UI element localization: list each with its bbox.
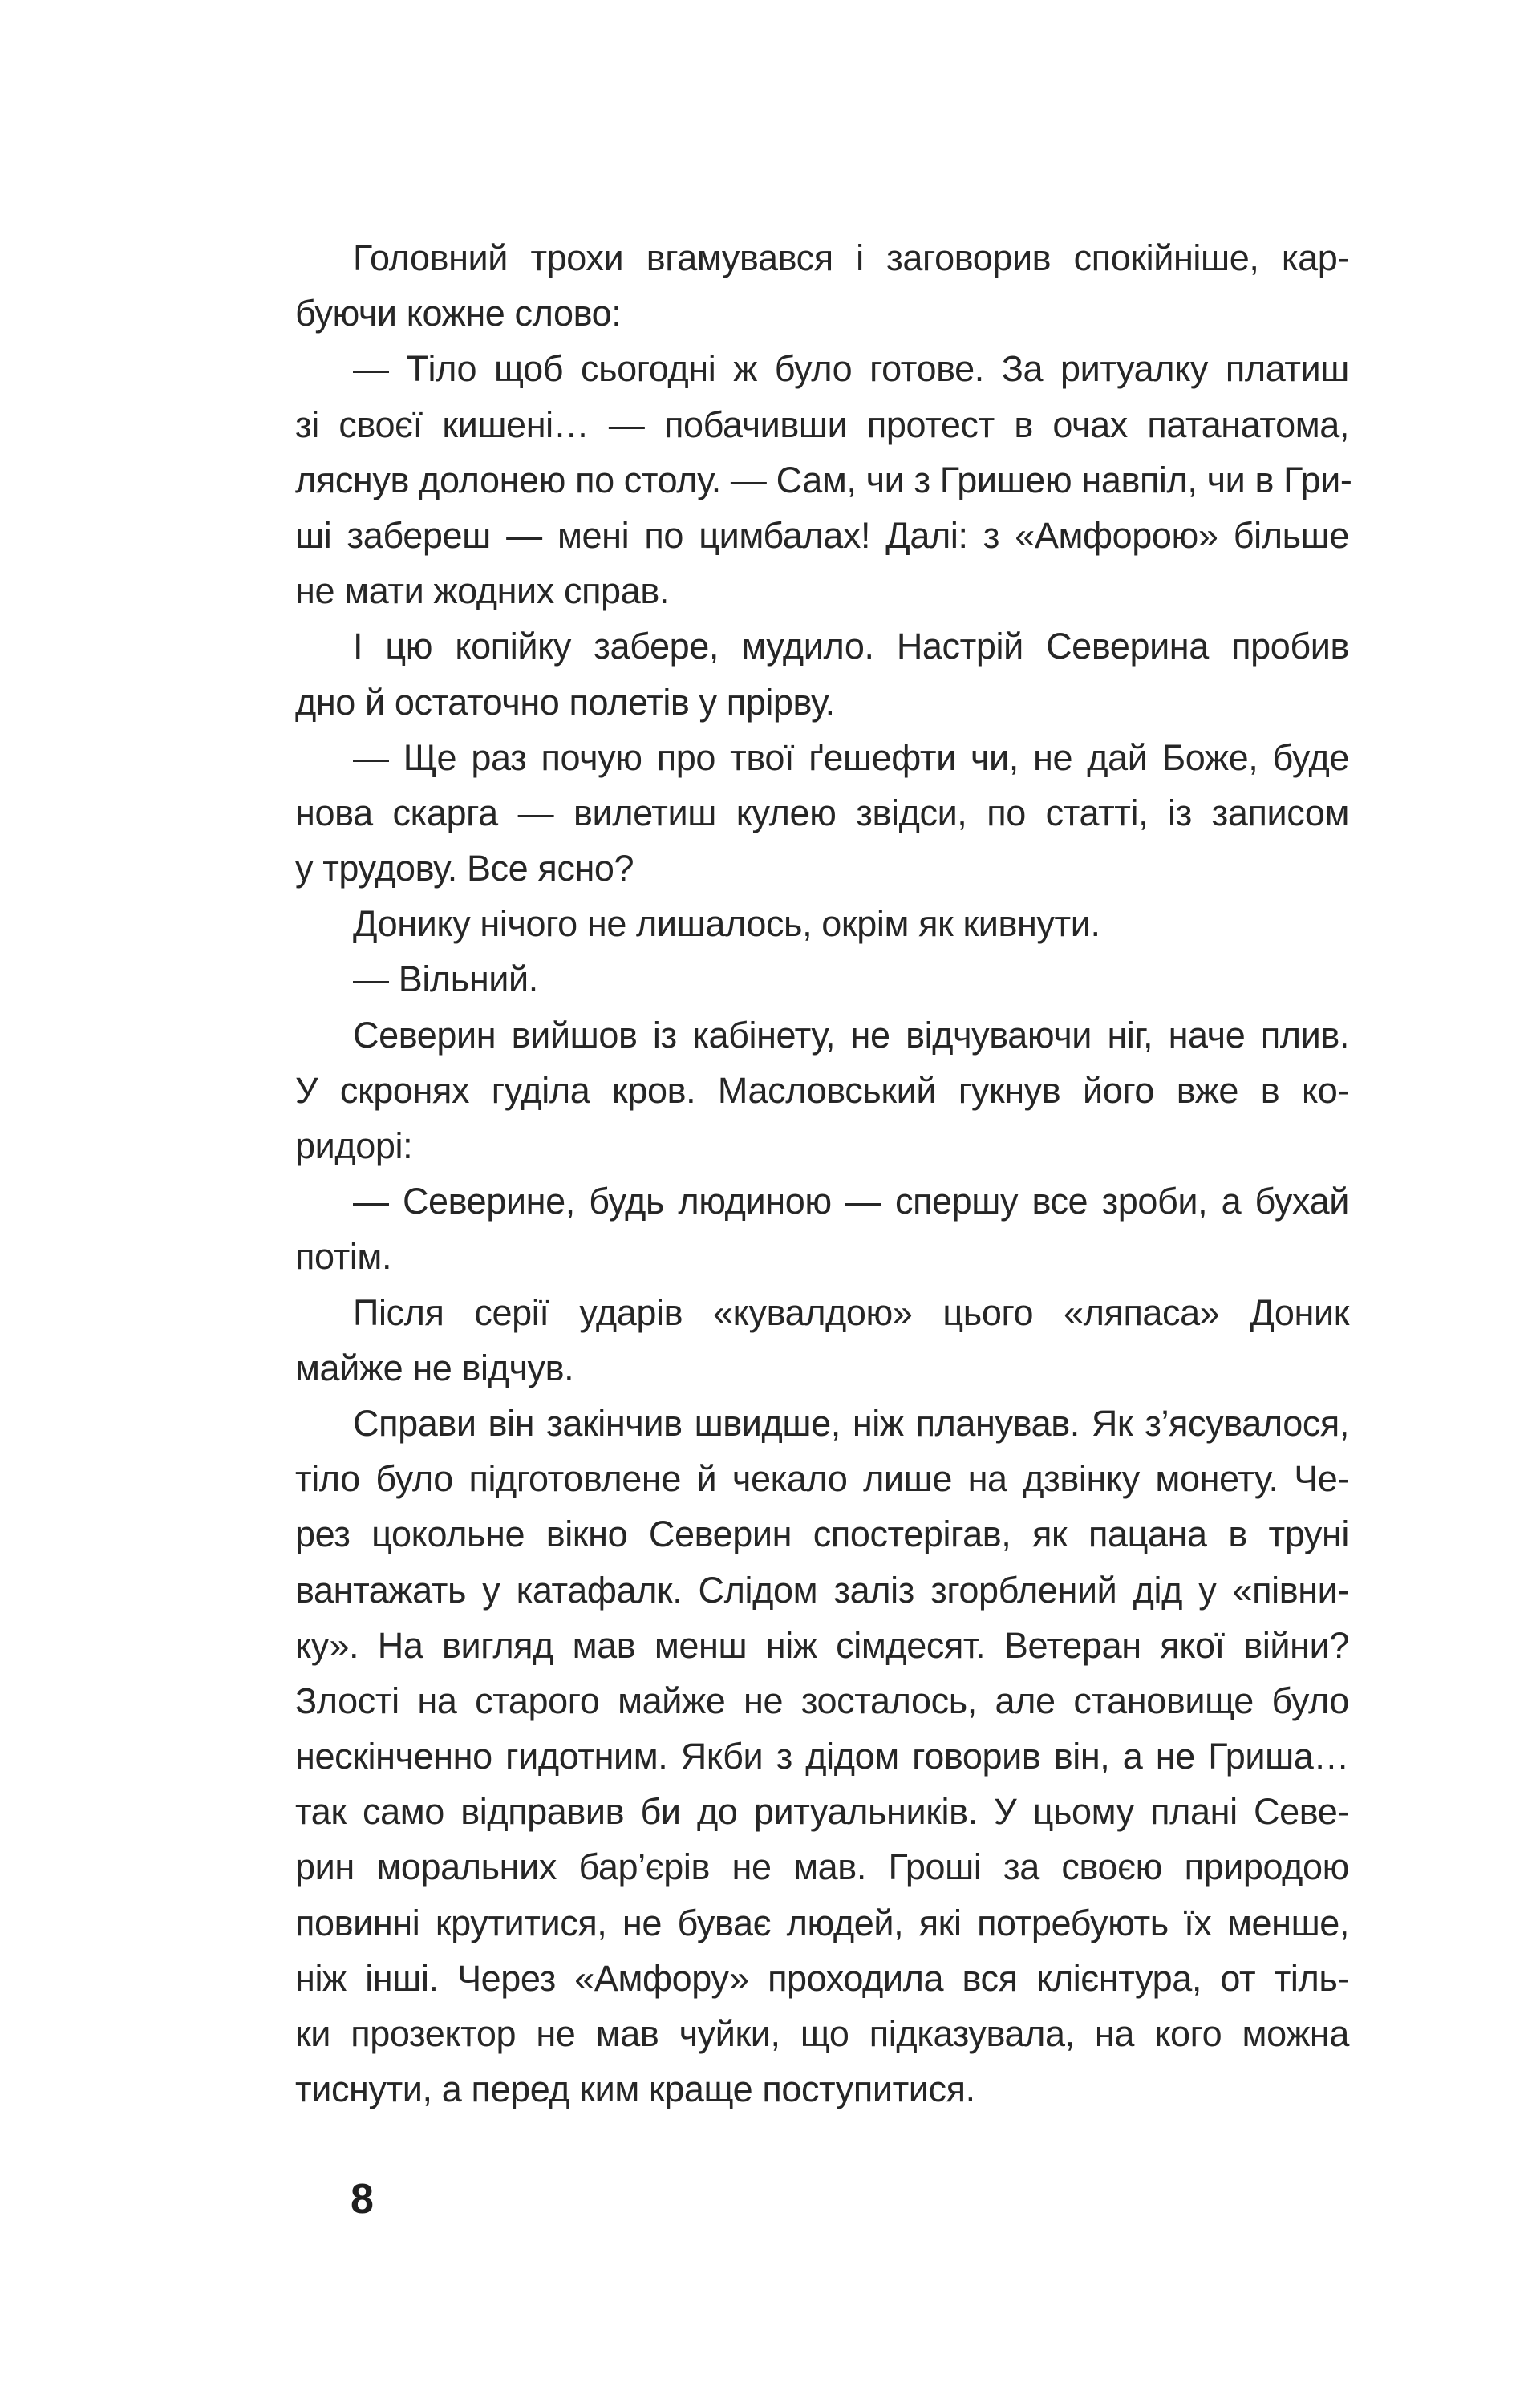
body-text: [295, 230, 1352, 2117]
text-line: потім.: [295, 1236, 392, 1278]
text-line: у трудову. Все ясно?: [295, 848, 634, 889]
page-number: 8: [351, 2176, 374, 2223]
text-line: ридорі:: [295, 1125, 413, 1166]
text-line: — Тіло щоб сьогодні ж було готове. За ритуалку платиш: [353, 348, 1349, 390]
text-line: дно й остаточно полетів у прірву.: [295, 681, 835, 723]
text-line: нескінченно гидотним. Якби з дідом говорив він, а не Гриша…: [295, 1736, 1349, 1777]
text-line: ші забереш — мені по цимбалах! Далі: з «Амфорою» більше: [295, 514, 1349, 556]
text-line: ку». На вигляд мав менш ніж сімдесят. Ветеран якої війни?: [295, 1624, 1349, 1666]
text-line: рез цокольне вікно Северин спостерігав, як пацана в труні: [295, 1514, 1349, 1555]
text-line: Після серії ударів «кувалдою» цього «ляпаса» Доник: [353, 1291, 1349, 1333]
text-line: зі своєї кишені… — побачивши протест в очах патанатома,: [295, 403, 1349, 445]
text-line: Справи він закінчив швидше, ніж планував. Як з’ясувалося,: [353, 1402, 1349, 1444]
text-line: тіло було підготовлене й чекало лише на дзвінку монету. Че-: [295, 1458, 1349, 1500]
text-line: Головний трохи вгамувався і заговорив спокійніше, кар-: [353, 237, 1349, 278]
text-line: повинні крутитися, не буває людей, які потребують їх менше,: [295, 1902, 1349, 1943]
text-line: буючи кожне слово:: [295, 293, 622, 334]
text-line: — Северине, будь людиною — спершу все зроби, а бухай: [353, 1181, 1349, 1222]
text-line: нова скарга — вилетиш кулею звідси, по статті, із записом: [295, 792, 1349, 833]
text-line: ляснув долонею по столу. — Сам, чи з Гришею навпіл, чи в Гри-: [295, 459, 1352, 500]
text-line: майже не відчув.: [295, 1347, 574, 1388]
text-line: У скронях гуділа кров. Масловський гукнув його вже в ко-: [295, 1069, 1349, 1111]
text-line: ки прозектор не мав чуйки, що підказувала, на кого можна: [295, 2013, 1349, 2054]
text-line: не мати жодних справ.: [295, 570, 669, 612]
text-line: вантажать у катафалк. Слідом заліз згорблений дід у «півни-: [295, 1569, 1349, 1611]
text-line: так само відправив би до ритуальників. У цьому плані Севе-: [295, 1791, 1349, 1833]
text-line: Донику нічого не лишалось, окрім як кивнути.: [353, 903, 1100, 945]
text-line: ніж інші. Через «Амфору» проходила вся клієнтура, от тіль-: [295, 1957, 1349, 1999]
text-line: рин моральних бар’єрів не мав. Гроші за своєю природою: [295, 1846, 1349, 1888]
text-line: — Вільний.: [353, 958, 538, 1000]
text-line: — Ще раз почую про твої ґешефти чи, не дай Боже, буде: [353, 736, 1349, 778]
text-line: тиснути, а перед ким краще поступитися.: [295, 2069, 975, 2110]
text-line: І цю копійку забере, мудило. Настрій Северина пробив: [353, 626, 1349, 667]
text-line: Злості на старого майже не зосталось, але становище було: [295, 1680, 1349, 1721]
text-line: Северин вийшов із кабінету, не відчуваючи ніг, наче плив.: [353, 1014, 1349, 1056]
